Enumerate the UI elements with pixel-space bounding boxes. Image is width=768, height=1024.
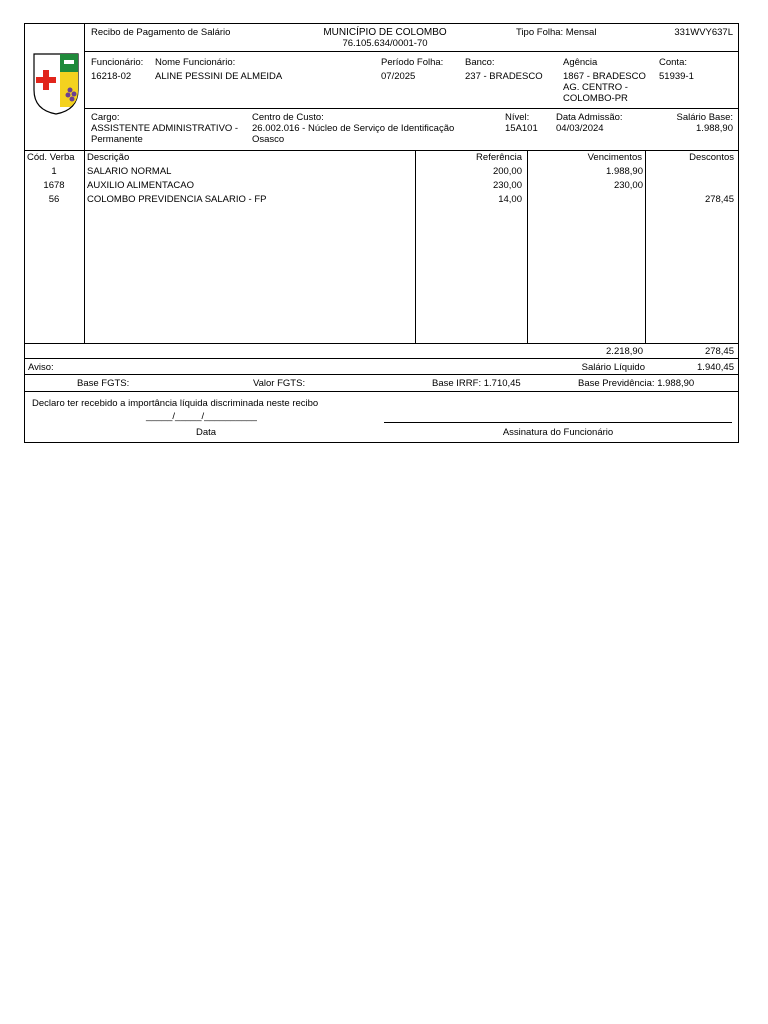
centro-value: 26.002.016 - Núcleo de Serviço de Identificação Osasco <box>252 123 455 145</box>
periodo-label: Período Folha: <box>381 57 444 68</box>
municipality-name: MUNICÍPIO DE COLOMBO <box>323 27 447 38</box>
aviso-label: Aviso: <box>28 362 54 373</box>
salario-value: 1.988,90 <box>696 123 733 134</box>
municipality-cnpj: 76.105.634/0001-70 <box>342 38 428 49</box>
row-cod: 1 <box>51 166 57 177</box>
row-cod: 56 <box>48 194 60 205</box>
salario-liquido-value: 1.940,45 <box>697 362 734 373</box>
row-ref: 200,00 <box>492 166 522 177</box>
date-label: Data <box>195 427 217 438</box>
col-header-descontos: Descontos <box>689 152 734 163</box>
logo-divider <box>84 23 85 151</box>
banco-value: 237 - BRADESCO <box>465 71 543 82</box>
col-header-desc: Descrição <box>87 152 130 163</box>
tipo-folha: Tipo Folha: Mensal <box>516 27 597 38</box>
admissao-label: Data Admissão: <box>556 112 623 123</box>
col-header-venc: Vencimentos <box>587 152 642 163</box>
row-desc: SALARIO NORMAL <box>87 166 172 177</box>
nivel-value: 15A101 <box>505 123 538 134</box>
declaration-text: Declaro ter recebido a importância líquida discriminada neste recibo <box>32 398 319 409</box>
signature-line <box>384 422 732 423</box>
agencia-label: Agência <box>563 57 598 68</box>
date-blank: _____/_____/__________ <box>146 411 257 422</box>
cargo-value: ASSISTENTE ADMINISTRATIVO - Permanente <box>91 123 239 145</box>
total-descontos: 278,45 <box>704 346 734 357</box>
col-header-cod: Cód. Verba <box>27 152 75 163</box>
func-label: Funcionário: <box>91 57 144 68</box>
row-disc: 278,45 <box>704 194 734 205</box>
coat-of-arms-icon <box>30 52 82 116</box>
document-code: 331WVY637L <box>674 27 733 38</box>
doc-title: Recibo de Pagamento de Salário <box>91 27 231 38</box>
cargo-label: Cargo: <box>91 112 120 123</box>
admissao-value: 04/03/2024 <box>556 123 604 134</box>
row-desc: COLOMBO PREVIDENCIA SALARIO - FP <box>87 194 267 205</box>
nome-value: ALINE PESSINI DE ALMEIDA <box>155 71 283 82</box>
base-fgts: Base FGTS: <box>77 378 130 389</box>
salario-liquido-label: Salário Líquido <box>581 362 645 373</box>
agencia-value: 1867 - BRADESCO AG. CENTRO - COLOMBO-PR <box>563 71 646 104</box>
periodo-value: 07/2025 <box>381 71 416 82</box>
row-cod: 1678 <box>43 180 65 191</box>
banco-label: Banco: <box>465 57 495 68</box>
total-vencimentos: 2.218,90 <box>606 346 643 357</box>
valor-fgts: Valor FGTS: <box>253 378 306 389</box>
conta-label: Conta: <box>659 57 687 68</box>
row-ref: 230,00 <box>492 180 522 191</box>
nivel-label: Nível: <box>505 112 530 123</box>
conta-value: 51939-1 <box>659 71 694 82</box>
base-irrf: Base IRRF: 1.710,45 <box>432 378 521 389</box>
signature-label: Assinatura do Funcionário <box>502 427 614 438</box>
row-venc: 230,00 <box>613 180 643 191</box>
nome-label: Nome Funcionário: <box>155 57 236 68</box>
row-desc: AUXILIO ALIMENTACAO <box>87 180 194 191</box>
func-value: 16218-02 <box>91 71 132 82</box>
row-ref: 14,00 <box>498 194 522 205</box>
base-previdencia: Base Previdência: 1.988,90 <box>578 378 695 389</box>
salario-label: Salário Base: <box>676 112 733 123</box>
row-venc: 1.988,90 <box>606 166 643 177</box>
centro-label: Centro de Custo: <box>252 112 324 123</box>
col-header-ref: Referência <box>476 152 522 163</box>
